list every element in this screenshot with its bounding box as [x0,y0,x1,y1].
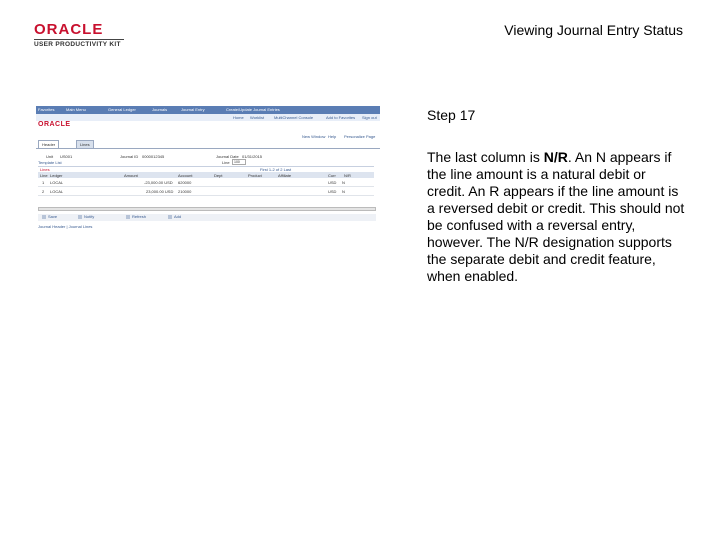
save-button[interactable]: Save [42,214,57,221]
secondary-nav-bar [36,114,380,121]
logo-brand: ORACLE [34,21,104,38]
logo-subtitle: USER PRODUCTIVITY KIT [34,41,121,48]
cell-line: 2 [42,189,45,194]
journal-id-label: Journal ID [120,154,139,159]
new-window-link[interactable]: New Window [302,134,326,139]
cell-amount[interactable]: 23,000.00 USD [146,189,174,194]
step-description [427,149,687,285]
refresh-button[interactable]: Refresh [126,214,146,221]
journal-id-value: 0000012345 [142,154,165,159]
notify-button[interactable]: Notify [78,214,94,221]
page-title: Viewing Journal Entry Status [504,22,683,38]
cell-line: 1 [42,180,45,185]
cell-currency: USD [328,180,337,185]
cell-account[interactable]: 620000 [178,180,192,185]
journal-date-value: 01/31/2015 [242,154,263,159]
nav2-item[interactable]: Add to Favorites [326,115,356,120]
horizontal-scrollbar[interactable] [38,207,376,211]
cell-currency: USD [328,189,337,194]
cell-nr: N [342,180,345,185]
nav2-item[interactable]: Home [233,115,244,120]
app-logo: ORACLE [38,121,71,128]
top-nav-bar [36,106,380,114]
col-header: Account [178,173,193,178]
description-post: . An N appears if the line amount is a natural debit or credit. An R appears if the line amount is a reversed debit or credit. This should not be confused with a reversal entry, however. The N/R designation supports the separate debit and credit feature, when enabled. [427,149,685,284]
cell-account[interactable]: 210000 [178,189,192,194]
col-header: N/R [344,173,351,178]
description-pre: The last column is [427,149,544,165]
col-header: Dept [214,173,223,178]
button-bar [38,214,376,221]
lines-section-title: Lines [40,167,50,172]
col-header: Amount [124,173,138,178]
nav-item[interactable]: General Ledger [108,107,136,112]
line-label: Line [222,160,230,165]
cell-ledger[interactable]: LOCAL [50,189,64,194]
table-row [38,178,374,187]
nav-item[interactable]: Create/Update Journal Entries [226,107,280,112]
nav-item[interactable]: Main Menu [66,107,86,112]
nav-item[interactable]: Favorites [38,107,55,112]
nav-item[interactable]: Journals [152,107,168,112]
template-list-link[interactable]: Template List [38,160,62,165]
line-input[interactable]: 100 [232,159,246,165]
nav2-item[interactable]: Sign out [362,115,377,120]
cell-ledger[interactable]: LOCAL [50,180,64,185]
personalize-page-link[interactable]: Personalize Page [344,134,376,139]
cell-amount[interactable]: -23,000.00 USD [144,180,173,185]
tab-lines[interactable]: Lines [76,140,94,148]
help-link[interactable]: Help [328,134,337,139]
nav2-item[interactable]: MultiChannel Console [274,115,314,120]
col-header: Product [248,173,262,178]
description-bold: N/R [543,149,568,165]
col-header: Ledger [50,173,63,178]
app-screenshot-thumbnail [36,106,380,236]
nav2-item[interactable]: Worklist [250,115,265,120]
tab-header[interactable]: Header [38,140,59,148]
tab-divider [36,148,380,149]
col-header: Curr [328,173,336,178]
add-button[interactable]: Add [168,214,181,221]
unit-value: US001 [60,154,73,159]
journal-date-label: Journal Date [216,154,239,159]
journal-lines-link[interactable]: Journal Lines [68,224,93,229]
cell-nr: N [342,189,345,194]
journal-header-link[interactable]: Journal Header [38,224,66,229]
nav-item[interactable]: Journal Entry [181,107,205,112]
footer-links: Journal Header | Journal Lines [38,224,93,229]
col-header: Line [40,173,48,178]
grid-navigation[interactable]: First 1-2 of 2 Last [260,167,292,172]
step-label: Step 17 [427,107,476,123]
col-header: Affiliate [278,173,292,178]
unit-label: Unit [46,154,54,159]
oracle-upk-logo [34,22,124,50]
table-row [38,187,374,196]
